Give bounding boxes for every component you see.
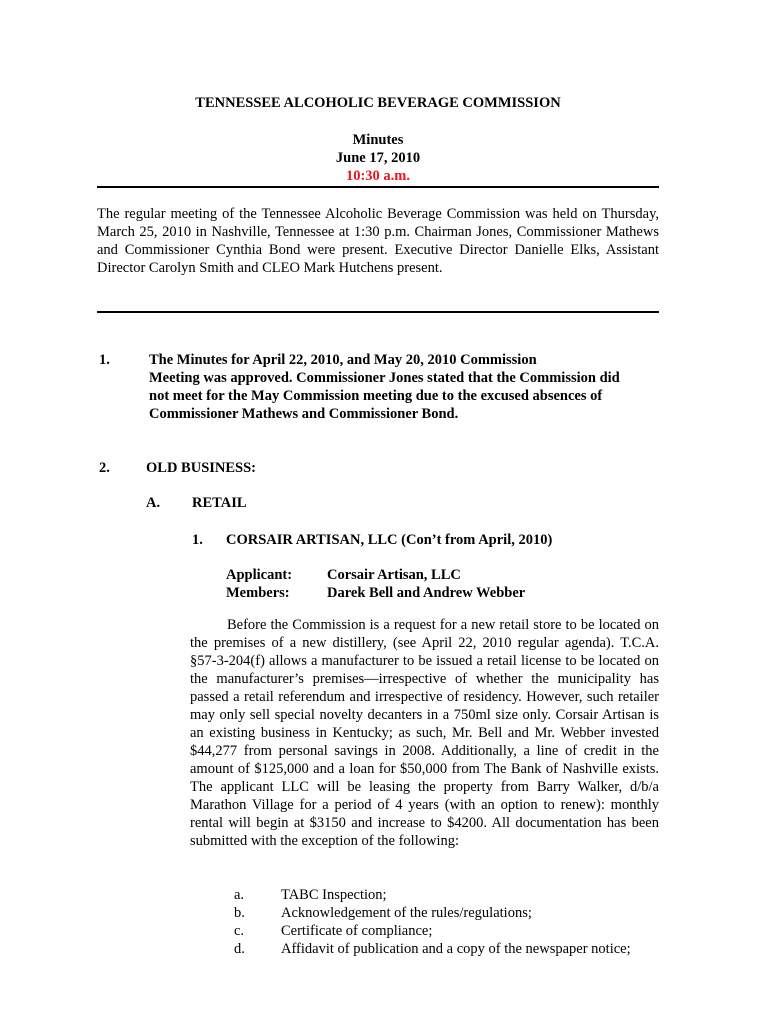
intro-divider (97, 311, 659, 313)
list-text: Acknowledgement of the rules/regulations; (281, 905, 532, 921)
list-text: TABC Inspection; (281, 887, 387, 903)
list-letter: d. (234, 941, 245, 957)
list-letter: a. (234, 887, 245, 903)
intro-paragraph: The regular meeting of the Tennessee Alcoholic Beverage Commission was held on Thursday, March 25, 2010 in Nashville, Tennessee at 1:30 p.m. Chairman Jones, Commissioner Mathews and Commissioner Cynthia Bond were present. Executive Director Danielle Elks, Assistant Director Carolyn Smith and CLEO Mark Hutchens present. (97, 206, 659, 276)
item1-number: 1. (99, 352, 110, 368)
case-body: Before the Commission is a request for a new retail store to be located on the premises of a new distillery, (see April 22, 2010 regular agenda). T.C.A. §57-3-204(f) allows a manufacturer to be issued a retail license to be located on the manufacturer’s premises—irrespective of whether the municipality has passed a retail referendum and irrespective of residency. However, such retailer may only sell special novelty decanters in a 750ml size only. Corsair Artisan is an existing business in Kentucky; as such, Mr. Bell and Mr. Webber invested $44,277 from personal savings in 2008. Additionally, a line of credit in the amount of $125,000 and a loan for $50,000 from The Bank of Nashville exists. The applicant LLC will be leasing the property from Barry Walker, d/b/a Marathon Village for a period of 4 years (with an option to renew): monthly rental will begin at $3150 and increase to $4200. All documentation has been submitted with the exception of the following: (190, 617, 659, 849)
retail-heading: RETAIL (192, 495, 247, 511)
item1-line: Commissioner Mathews and Commissioner Bond. (149, 406, 459, 422)
list-item (234, 940, 631, 958)
list-text: Certificate of compliance; (281, 923, 433, 939)
list-text: Affidavit of publication and a copy of the newspaper notice; (281, 941, 631, 957)
item1-line: The Minutes for April 22, 2010, and May 20, 2010 Commission (149, 352, 537, 368)
item1-text (149, 351, 659, 423)
item1-line: Meeting was approved. Commissioner Jones stated that the Commission did (149, 370, 620, 386)
item1-line: not meet for the May Commission meeting due to the excused absences of (149, 388, 603, 404)
applicant-value: Corsair Artisan, LLC (327, 567, 461, 583)
members-label: Members: (226, 585, 290, 601)
case-number: 1. (192, 532, 203, 548)
list-item (234, 922, 432, 940)
org-title: TENNESSEE ALCOHOLIC BEVERAGE COMMISSION (195, 95, 561, 111)
meeting-time: 10:30 a.m. (345, 168, 411, 184)
old-business-heading: OLD BUSINESS: (146, 460, 256, 476)
list-item (234, 904, 532, 922)
list-letter: c. (234, 923, 245, 939)
section-letter: A. (146, 495, 161, 511)
members-value: Darek Bell and Andrew Webber (327, 585, 526, 601)
meeting-date: June 17, 2010 (335, 150, 421, 166)
list-item (234, 886, 387, 904)
applicant-label: Applicant: (226, 567, 293, 583)
header-divider (97, 186, 659, 188)
item2-number: 2. (99, 460, 110, 476)
case-title: CORSAIR ARTISAN, LLC (Con’t from April, 2010) (226, 532, 553, 548)
list-letter: b. (234, 905, 245, 921)
doc-type: Minutes (352, 132, 404, 148)
